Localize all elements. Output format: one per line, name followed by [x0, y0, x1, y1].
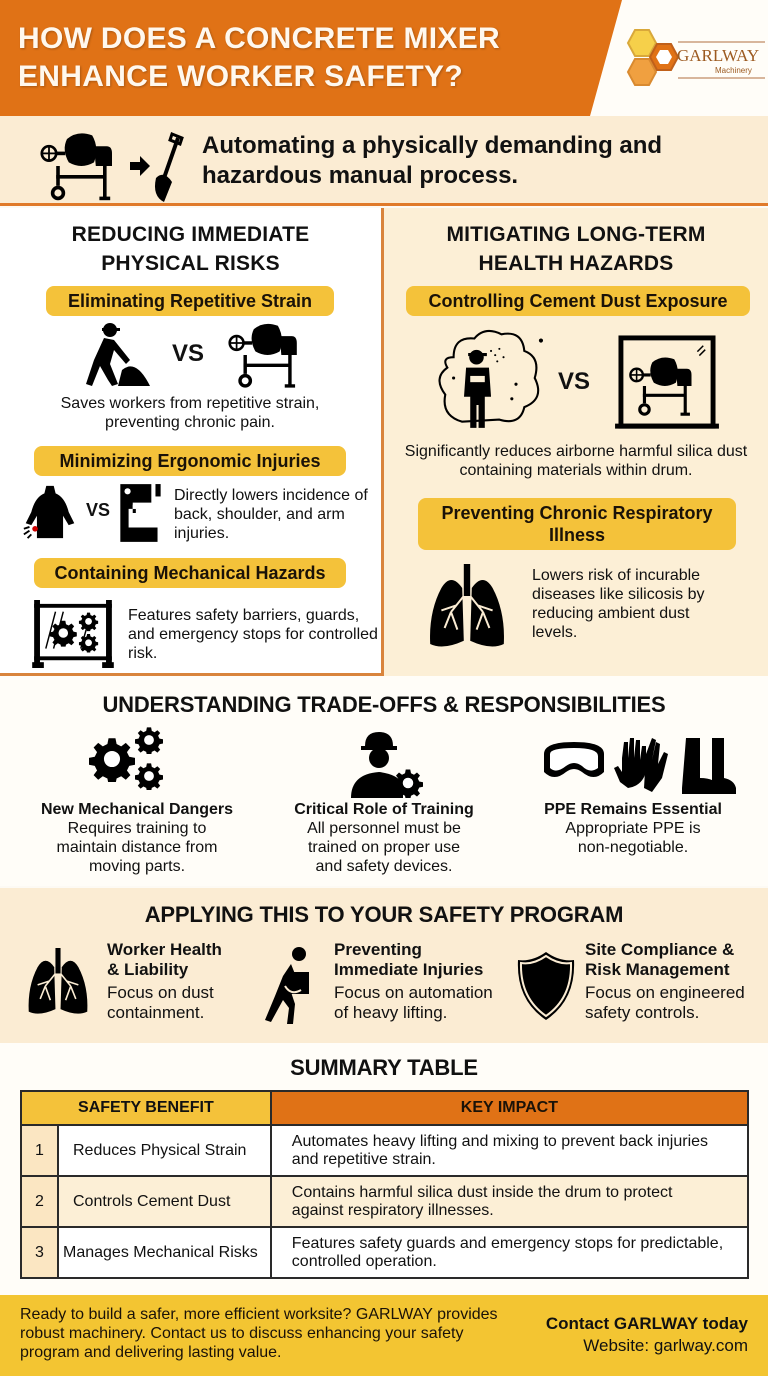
contact-link[interactable]: Contact GARLWAY today — [545, 1314, 748, 1333]
section-title-summary: SUMMARY TABLE — [290, 1055, 478, 1080]
row-benefit: Reduces Physical Strain — [58, 1125, 271, 1176]
row-benefit: Controls Cement Dust — [58, 1176, 271, 1227]
logo-name: GARLWAY — [677, 46, 760, 65]
section-summary — [0, 1043, 768, 1295]
column-header-safety-benefit: SAFETY BENEFIT — [21, 1091, 271, 1125]
header — [0, 0, 768, 116]
apply-heading: Preventing Immediate Injuries — [334, 940, 484, 979]
pill-eliminating-repetitive-strain: Eliminating Repetitive Strain — [46, 286, 334, 316]
apply-heading: Site Compliance & Risk Management — [585, 940, 735, 979]
table-row — [21, 1176, 748, 1227]
desc-mechanical-hazards: Features safety barriers, guards, and emergency stops for controlled risk. — [128, 607, 378, 662]
desc-cement-dust: Significantly reduces airborne harmful silica dust containing materials within drum. — [404, 443, 748, 479]
pill-minimizing-ergonomic-injuries: Minimizing Ergonomic Injuries — [34, 446, 346, 476]
tradeoff-mechanical-dangers — [12, 800, 262, 876]
tradeoff-ppe — [508, 800, 758, 857]
tradeoff-heading: New Mechanical Dangers — [40, 801, 234, 818]
row-number: 3 — [21, 1227, 58, 1278]
logo-subtitle: Machinery — [715, 66, 752, 75]
lungs-icon — [18, 948, 98, 1018]
shovel-icon — [155, 134, 182, 202]
vs-label: VS — [86, 500, 111, 520]
apply-body: Focus on engineered safety controls. — [585, 983, 745, 1022]
machine-press-icon — [118, 482, 164, 544]
vs-label: VS — [558, 368, 591, 395]
tradeoff-body: All personnel must be trained on proper use and safety devices. — [307, 820, 461, 875]
row-impact: Automates heavy lifting and mixing to prevent back injuries and repetitive strain. — [271, 1125, 748, 1176]
apply-preventing-injuries — [334, 940, 493, 1023]
worker-gear-icon — [344, 728, 426, 798]
gears-icon — [88, 726, 170, 796]
shield-icon — [516, 950, 576, 1022]
tradeoff-training — [259, 800, 509, 876]
apply-body: Focus on dust containment. — [107, 983, 214, 1022]
page-title — [18, 20, 608, 96]
panel-long-term-health-hazards — [384, 208, 768, 676]
summary-table — [20, 1090, 749, 1279]
enclosed-mixer-icon — [614, 334, 720, 432]
title-line-2: ENHANCE WORKER SAFETY? — [18, 60, 463, 93]
section-title-tradeoffs: UNDERSTANDING TRADE-OFFS & RESPONSIBILITIES — [102, 692, 666, 717]
pill-containing-mechanical-hazards: Containing Mechanical Hazards — [34, 558, 346, 588]
worker-in-dust-cloud-icon — [432, 326, 548, 430]
apply-body: Focus on automation of heavy lifting. — [334, 983, 493, 1022]
intro-banner — [0, 116, 768, 206]
footer-text: Ready to build a safer, more efficient worksite? GARLWAY provides robust machinery. Contact us to discuss enhancing your safety program and delivering lasting value. — [20, 1306, 498, 1361]
footer-contact — [546, 1313, 748, 1357]
table-row — [21, 1125, 748, 1176]
tradeoff-body: Requires training to maintain distance from moving parts. — [56, 820, 218, 875]
vs-label: VS — [172, 340, 205, 367]
concrete-mixer-icon — [228, 320, 314, 390]
panel-immediate-physical-risks — [0, 208, 384, 676]
section-title-applying: APPLYING THIS TO YOUR SAFETY PROGRAM — [144, 902, 624, 927]
website-link[interactable]: Website: garlway.com — [583, 1336, 748, 1355]
panel-title-health-hazards: MITIGATING LONG-TERM HEALTH HAZARDS — [446, 223, 706, 275]
apply-site-compliance — [585, 940, 745, 1023]
row-impact: Features safety guards and emergency stops for predictable, controlled operation. — [271, 1227, 748, 1278]
lungs-icon — [416, 564, 518, 652]
footer-cta — [0, 1295, 768, 1376]
desc-repetitive-strain: Saves workers from repetitive strain, preventing chronic pain. — [60, 395, 320, 431]
concrete-mixer-icon — [42, 133, 112, 198]
ppe-goggles-gloves-boots-icon — [540, 734, 740, 794]
tradeoff-body: Appropriate PPE is non-negotiable. — [565, 820, 701, 856]
tradeoff-heading: Critical Role of Training — [294, 801, 474, 818]
back-pain-icon — [22, 482, 78, 542]
apply-heading: Worker Health & Liability — [107, 940, 222, 979]
apply-worker-health — [107, 940, 222, 1023]
pill-controlling-cement-dust: Controlling Cement Dust Exposure — [406, 286, 750, 316]
section-applying — [0, 888, 768, 1043]
row-number: 2 — [21, 1176, 58, 1227]
worker-shoveling-icon — [72, 320, 152, 390]
section-tradeoffs — [0, 676, 768, 886]
worker-lifting-box-icon — [258, 946, 324, 1026]
guarded-gears-icon — [32, 600, 114, 668]
panel-title-physical-risks: REDUCING IMMEDIATE PHYSICAL RISKS — [71, 223, 310, 275]
arrow-right-icon — [130, 156, 150, 176]
intro-text: Automating a physically demanding and hazardous manual process. — [202, 132, 663, 189]
title-line-1: HOW DOES A CONCRETE MIXER — [18, 22, 500, 55]
row-number: 1 — [21, 1125, 58, 1176]
pill-preventing-chronic-respiratory-illness: Preventing Chronic Respiratory Illness — [418, 498, 736, 550]
tradeoff-heading: PPE Remains Essential — [544, 801, 722, 818]
row-impact: Contains harmful silica dust inside the drum to protect against respiratory illnesses. — [271, 1176, 748, 1227]
column-header-key-impact: KEY IMPACT — [271, 1091, 748, 1125]
desc-ergonomic-injuries: Directly lowers incidence of back, shoulder, and arm injuries. — [174, 487, 368, 542]
mixer-to-shovel-icon — [40, 126, 190, 206]
desc-respiratory-illness: Lowers risk of incurable diseases like silicosis by reducing ambient dust levels. — [532, 567, 705, 641]
table-row — [21, 1227, 748, 1278]
row-benefit: Manages Mechanical Risks — [58, 1227, 271, 1278]
